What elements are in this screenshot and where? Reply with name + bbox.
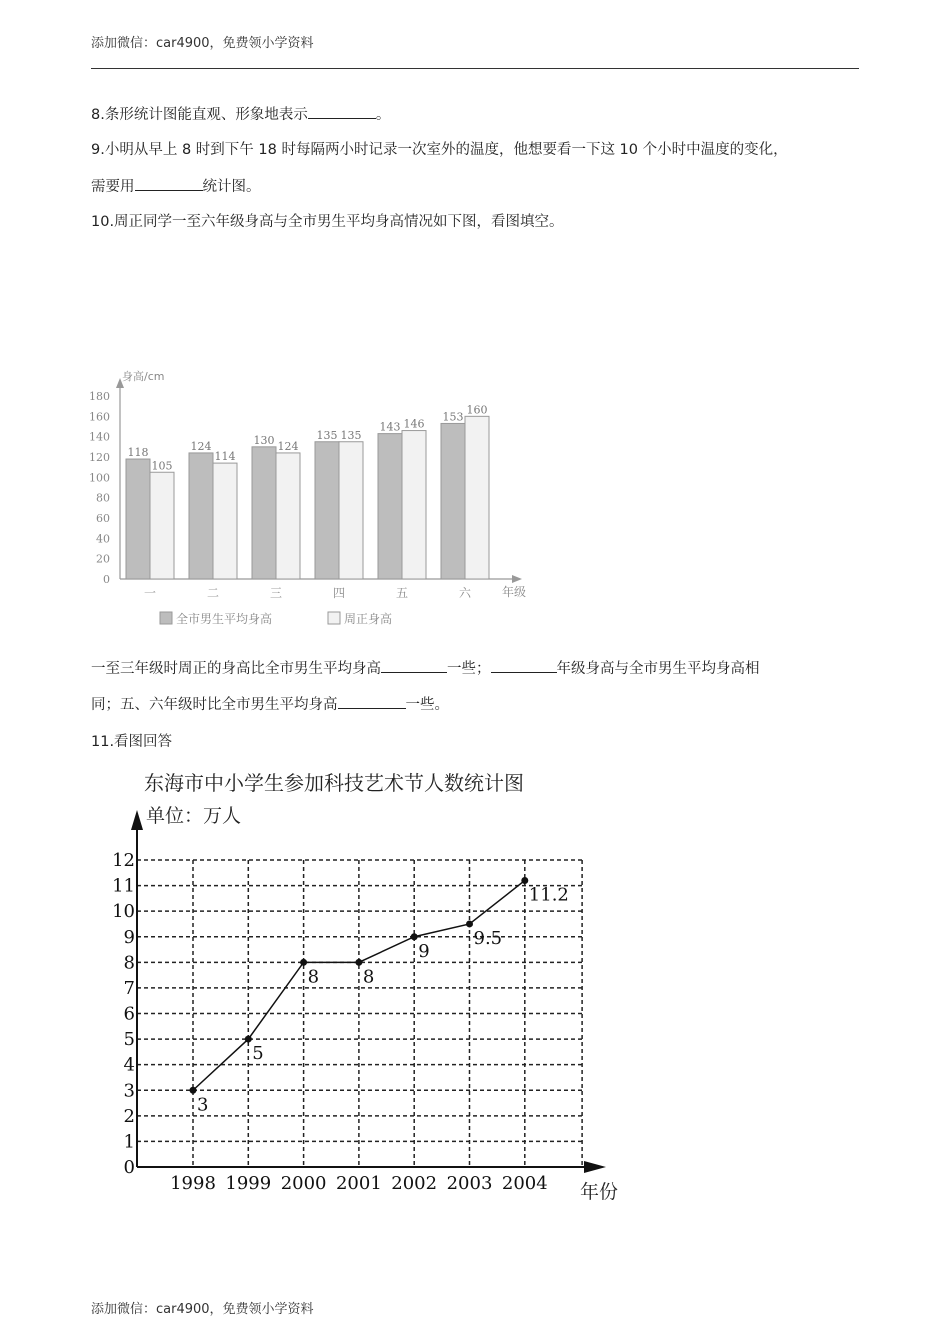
x-axis-arrow (512, 575, 522, 583)
data-point (300, 959, 307, 966)
x-tick-label: 六 (458, 586, 472, 600)
line-chart-y-axis-label: 单位：万人 (146, 805, 242, 827)
data-point (190, 1087, 197, 1094)
data-point (521, 877, 528, 884)
y-tick-label: 0 (103, 573, 110, 586)
answer-blank[interactable] (308, 104, 376, 119)
bar (378, 434, 402, 579)
data-point (355, 959, 362, 966)
bar-data-label: 118 (127, 446, 149, 460)
question-9-line2 (91, 176, 261, 197)
y-tick-label: 4 (123, 1054, 135, 1076)
data-label: 8 (362, 966, 375, 988)
x-tick-label: 五 (395, 586, 409, 600)
x-tick-label: 1999 (225, 1173, 272, 1194)
data-label: 5 (252, 1043, 264, 1065)
page-header: 添加微信：car4900，免费领小学资料 (91, 36, 314, 51)
y-tick-label: 40 (96, 532, 110, 546)
bar-data-label: 135 (316, 428, 338, 442)
line-chart-title: 东海市中小学生参加科技艺术节人数统计图 (144, 771, 524, 795)
question-8 (91, 104, 390, 125)
y-tick-label: 11 (112, 875, 135, 897)
q10-text-5: 一些。 (405, 697, 449, 713)
y-tick-label: 7 (123, 977, 135, 999)
y-tick-label: 120 (89, 451, 110, 464)
q10-text-3: 年级身高与全市男生平均身高相 (556, 661, 760, 677)
question-10-answer-line2 (91, 694, 449, 715)
answer-blank[interactable] (338, 694, 406, 709)
answer-blank[interactable] (381, 658, 447, 673)
question-9-suffix: 统计图。 (202, 179, 261, 195)
x-tick-label: 2000 (280, 1173, 327, 1194)
y-tick-label: 0 (123, 1157, 135, 1178)
legend-label: 全市男生平均身高 (176, 612, 273, 626)
data-label: 9.5 (473, 927, 503, 949)
bar (252, 447, 276, 579)
y-tick-label: 9 (123, 926, 135, 948)
bar-data-label: 105 (151, 459, 173, 473)
x-tick-label: 三 (269, 586, 283, 600)
bar-data-label: 160 (466, 403, 488, 417)
y-tick-label: 160 (89, 410, 110, 424)
y-tick-label: 12 (112, 850, 135, 871)
q10-text-1: 一至三年级时周正的身高比全市男生平均身高 (91, 661, 381, 677)
y-tick-label: 80 (96, 491, 110, 505)
bar (402, 431, 426, 579)
bar (441, 423, 465, 579)
bar-data-label: 146 (403, 417, 425, 431)
bar (150, 472, 174, 579)
y-tick-label: 1 (123, 1131, 135, 1153)
x-tick-label: 2002 (391, 1173, 438, 1194)
bar-data-label: 135 (340, 428, 362, 442)
data-label: 9 (418, 940, 430, 962)
question-11-title: 11.看图回答 (91, 734, 173, 750)
participants-line-chart (100, 762, 660, 1212)
x-tick-label: 1998 (170, 1173, 216, 1194)
data-label: 11.2 (528, 884, 569, 906)
question-8-text: 8.条形统计图能直观、形象地表示 (91, 107, 308, 123)
data-point (411, 933, 418, 940)
x-axis-label: 年级 (502, 585, 527, 599)
legend-swatch (328, 612, 340, 624)
y-axis-arrow (131, 810, 143, 830)
y-tick-label: 8 (123, 952, 135, 974)
bar (126, 459, 150, 579)
bar (213, 463, 237, 579)
y-tick-label: 10 (112, 901, 135, 923)
y-tick-label: 6 (123, 1003, 135, 1025)
question-8-suffix: 。 (375, 107, 391, 123)
bar-data-label: 124 (277, 439, 299, 453)
x-tick-label: 2001 (335, 1173, 382, 1194)
question-9-text: 需要用 (91, 179, 135, 195)
y-tick-label: 100 (89, 471, 110, 485)
line-chart-x-axis-label: 年份 (580, 1181, 619, 1203)
data-label: 8 (307, 966, 320, 988)
y-tick-label: 2 (123, 1105, 135, 1127)
y-axis-label: 身高/cm (122, 370, 165, 383)
x-tick-label: 2004 (501, 1173, 548, 1194)
data-label: 3 (197, 1094, 209, 1116)
x-tick-label: 四 (332, 586, 346, 600)
x-tick-label: 二 (206, 586, 220, 600)
y-tick-label: 180 (89, 390, 110, 403)
bar-data-label: 114 (214, 450, 236, 464)
legend-label: 周正身高 (344, 612, 393, 626)
y-tick-label: 20 (96, 552, 110, 566)
page-footer: 添加微信：car4900，免费领小学资料 (91, 1302, 314, 1317)
bar (339, 442, 363, 579)
q10-text-4: 同；五、六年级时比全市男生平均身高 (91, 697, 338, 713)
answer-blank[interactable] (135, 176, 203, 191)
question-9-line1: 9.小明从早上 8 时到下午 18 时每隔两小时记录一次室外的温度，他想要看一下这 10 个小时中温度的变化， (91, 142, 788, 158)
bar-data-label: 143 (379, 420, 401, 434)
bar (276, 453, 300, 579)
x-tick-label: 一 (143, 586, 157, 600)
data-point (245, 1036, 252, 1043)
bar (465, 416, 489, 579)
data-point (466, 920, 473, 927)
bar-data-label: 153 (442, 410, 464, 424)
height-bar-chart (88, 362, 548, 637)
question-10-title: 10.周正同学一至六年级身高与全市男生平均身高情况如下图，看图填空。 (91, 214, 564, 230)
question-10-answer-line1 (91, 658, 760, 679)
y-tick-label: 5 (123, 1029, 135, 1051)
x-axis-arrow (584, 1161, 606, 1173)
legend-swatch (160, 612, 172, 624)
answer-blank[interactable] (491, 658, 557, 673)
bar-data-label: 124 (190, 439, 212, 453)
y-tick-label: 3 (123, 1080, 135, 1102)
bar (315, 442, 339, 579)
y-tick-label: 60 (96, 512, 110, 525)
x-tick-label: 2003 (446, 1173, 493, 1194)
header-divider (91, 68, 859, 69)
y-tick-label: 140 (89, 430, 110, 444)
bar (189, 453, 213, 579)
q10-text-2: 一些； (447, 661, 491, 677)
bar-data-label: 130 (253, 433, 275, 447)
